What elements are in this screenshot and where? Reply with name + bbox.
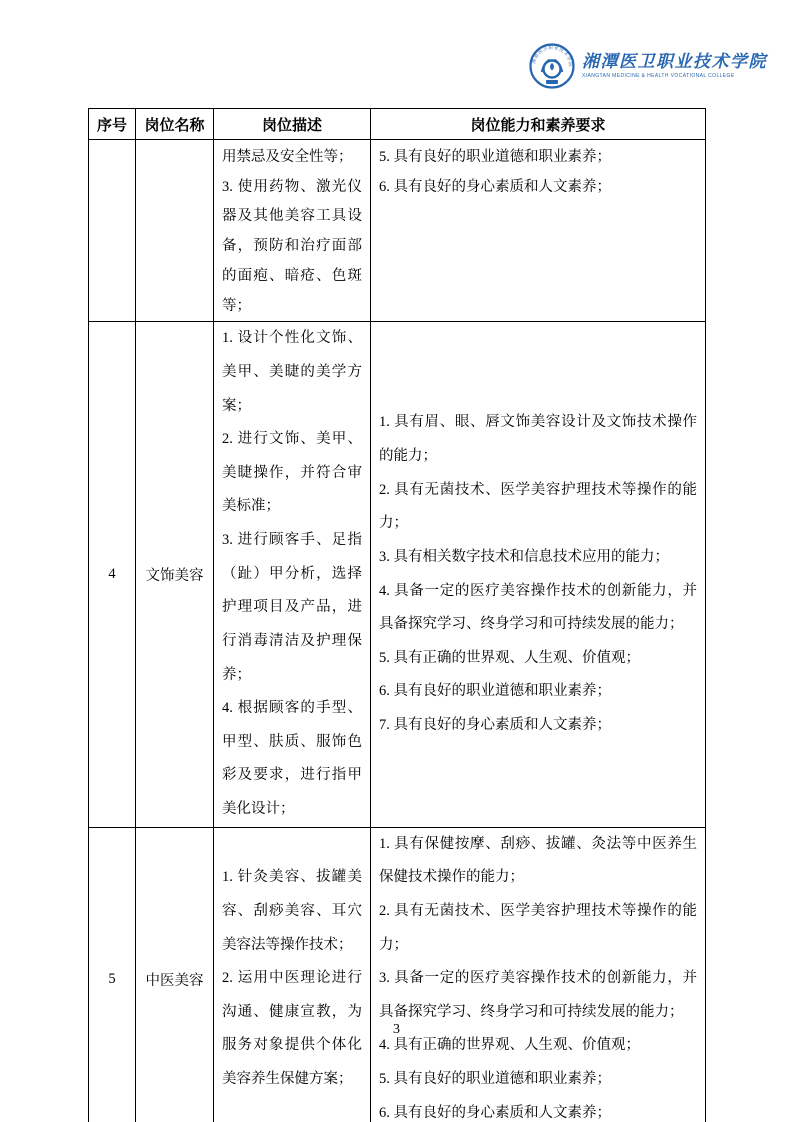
cell-position-requirements [371,322,706,827]
requirement-item: 5. 具有正确的世界观、人生观、价值观； [379,649,640,666]
requirement-item: 6. 具有良好的身心素质和人文素养； [379,178,611,195]
cell-position-description [214,322,371,827]
requirement-item: 2. 具有无菌技术、医学美容护理技术等操作的能力； [379,902,697,953]
requirement-item: 4. 具有正确的世界观、人生观、价值观； [379,1037,640,1054]
description-item: 2. 运用中医理论进行沟通、健康宣教，为服务对象提供个体化美容养生保健方案； [222,970,362,1088]
requirement-item: 5. 具有良好的职业道德和职业素养； [379,149,611,165]
column-header: 岗位名称 [136,109,214,140]
requirement-item: 1. 具有保健按摩、刮痧、拔罐、灸法等中医养生保健技术操作的能力； [379,835,697,886]
college-name-en: XIANGTAN MEDICINE & HEALTH VOCATIONAL COLLEGE [582,72,735,79]
description-item: 1. 针灸美容、拔罐美容、刮痧美容、耳穴美容法等操作技术； [222,869,362,953]
college-name-block [582,53,767,79]
column-header: 岗位描述 [214,109,371,140]
cell-position-requirements [371,140,706,322]
column-header: 序号 [89,109,136,140]
requirement-item: 7. 具有良好的身心素质和人文素养； [379,717,611,733]
requirement-item: 6. 具有良好的职业道德和职业素养； [379,683,611,700]
description-item: 用禁忌及安全性等； [222,149,353,165]
cell-position-name: 中医美容 [136,827,214,1122]
page-number: 3 [393,1022,400,1037]
requirement-item: 3. 具备一定的医疗美容操作技术的创新能力，并具备探究学习、终身学习和可持续发展的能力； [379,970,697,1020]
cell-seq [89,140,136,322]
description-item: 3. 使用药物、激光仪器及其他美容工具设备，预防和治疗面部的面疱、暗疮、色斑等； [222,178,362,314]
positions-table [88,108,706,1122]
cell-position-name [136,140,214,322]
cell-seq: 4 [89,322,136,827]
requirement-item: 1. 具有眉、眼、唇文饰美容设计及文饰技术操作的能力； [379,414,697,464]
requirement-item: 4. 具备一定的医疗美容操作技术的创新能力，并具备探究学习、终身学习和可持续发展的能力； [379,582,697,633]
table-row [89,140,706,322]
table-header-row [89,109,706,140]
description-item: 1. 设计个性化文饰、美甲、美睫的美学方案； [222,330,362,414]
requirement-item: 6. 具有良好的身心素质和人文素养； [379,1104,611,1121]
svg-text:湘潭医卫职业技术学院: 湘潭医卫职业技术学院 [532,45,573,68]
description-item: 2. 进行文饰、美甲、美睫操作，并符合审美标准； [222,431,362,515]
table-body [89,140,706,1122]
column-header: 岗位能力和素养要求 [371,109,706,140]
table-row [89,827,706,1122]
requirement-item: 3. 具有相关数字技术和信息技术应用的能力； [379,548,669,565]
cell-position-name: 文饰美容 [136,322,214,827]
cell-position-description [214,827,371,1122]
cell-seq: 5 [89,827,136,1122]
college-seal-icon [528,42,576,90]
requirement-item: 5. 具有良好的职业道德和职业素养； [379,1071,611,1088]
college-name-zh: 湘潭医卫职业技术学院 [582,51,767,72]
requirement-item: 2. 具有无菌技术、医学美容护理技术等操作的能力； [379,481,697,532]
cell-position-requirements [371,827,706,1122]
description-item: 4. 根据顾客的手型、甲型、肤质、服饰色彩及要求，进行指甲美化设计； [222,700,362,818]
cell-position-description [214,140,371,322]
college-logo [528,42,767,90]
table-row [89,322,706,827]
description-item: 3. 进行顾客手、足指（趾）甲分析，选择护理项目及产品，进行消毒清洁及护理保养； [222,532,362,683]
